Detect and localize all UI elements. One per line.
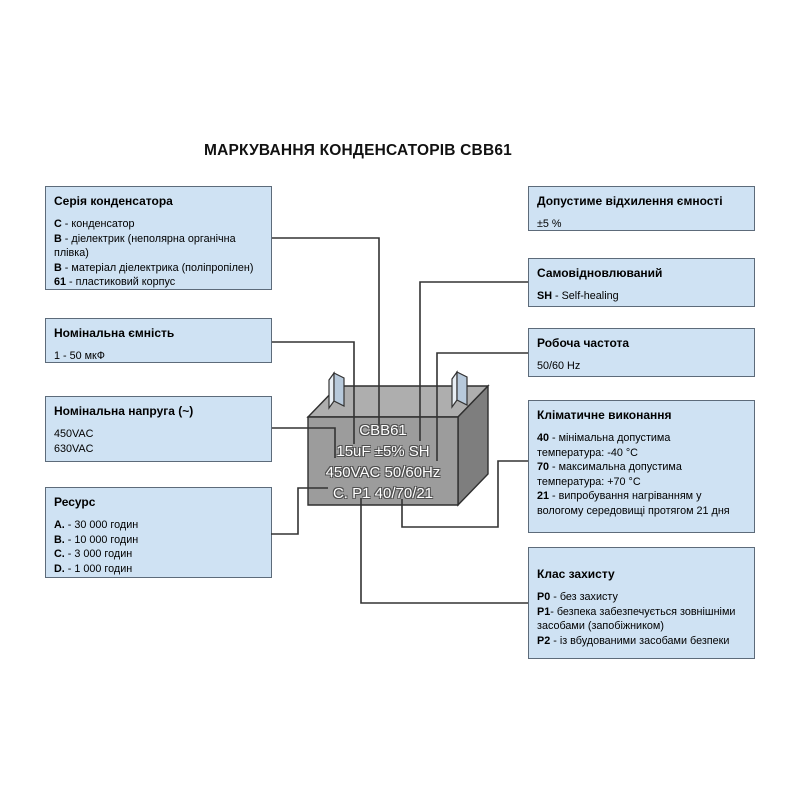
- page-title: МАРКУВАННЯ КОНДЕНСАТОРІВ CBB61: [203, 142, 512, 159]
- box-protection-class-line: P1- безпека забезпечується зовнішніми: [537, 605, 736, 618]
- box-series-title: Серія конденсатора: [54, 194, 173, 208]
- box-lifetime-line: B. - 10 000 годин: [54, 533, 139, 546]
- box-frequency-line: 50/60 Hz: [537, 360, 581, 372]
- box-series-line: плівка): [54, 247, 89, 260]
- box-lifetime-line: C. - 3 000 годин: [54, 548, 133, 561]
- capacitor-marking-text: [308, 420, 458, 504]
- box-series-line: C - конденсатор: [54, 218, 135, 230]
- box-climate-line: температура: +70 °C: [537, 475, 641, 488]
- marking-line-voltage: 450VAC 50/60Hz: [325, 464, 441, 481]
- box-protection-class-line: P0 - без захисту: [537, 591, 618, 603]
- marking-line-series: CBB61: [359, 422, 407, 439]
- box-self-healing-line: SH - Self-healing: [537, 290, 619, 302]
- box-climate-line: 40 - мінімальна допустима: [537, 432, 671, 444]
- connector-protection-line: [361, 498, 528, 603]
- box-climate-title: Кліматичне виконання: [537, 408, 672, 422]
- box-climate-line: 70 - максимальна допустима: [537, 461, 682, 474]
- box-protection-class-line: засобами (запобіжником): [537, 620, 664, 633]
- box-protection-class-title: Клас захисту: [537, 567, 615, 581]
- box-frequency-title: Робоча частота: [537, 336, 630, 350]
- box-climate-line: 21 - випробування нагріванням у: [537, 490, 702, 503]
- box-self-healing-title: Самовідновлюваний: [537, 266, 663, 280]
- box-voltage-title: Номінальна напруга (~): [54, 404, 194, 418]
- box-series-line: B - матеріал діелектрика (поліпропілен): [54, 261, 254, 274]
- box-climate-line: температура: -40 °C: [537, 446, 638, 459]
- box-series-line: 61 - пластиковий корпус: [54, 276, 176, 289]
- box-lifetime-title: Ресурс: [54, 495, 96, 509]
- box-lifetime-line: D. - 1 000 годин: [54, 562, 133, 575]
- box-voltage-line: 630VAC: [54, 442, 94, 455]
- box-capacity-line: 1 - 50 мкФ: [54, 350, 105, 362]
- box-tolerance-line: ±5 %: [537, 218, 562, 230]
- marking-line-codes: C. P1 40/70/21: [332, 485, 434, 502]
- box-voltage-line: 450VAC: [54, 428, 94, 440]
- box-lifetime-line: A. - 30 000 годин: [54, 519, 139, 531]
- box-climate-line: вологому середовищі протягом 21 дня: [537, 504, 730, 517]
- box-capacity-title: Номінальна ємність: [54, 326, 175, 340]
- box-protection-class-line: P2 - із вбудованими засобами безпеки: [537, 634, 730, 647]
- box-series-line: B - діелектрик (неполярна органічна: [54, 232, 236, 245]
- connector-series-line: [272, 238, 379, 429]
- marking-line-capacity: 15uF ±5% SH: [336, 443, 430, 460]
- box-tolerance-title: Допустиме відхилення ємності: [537, 194, 723, 208]
